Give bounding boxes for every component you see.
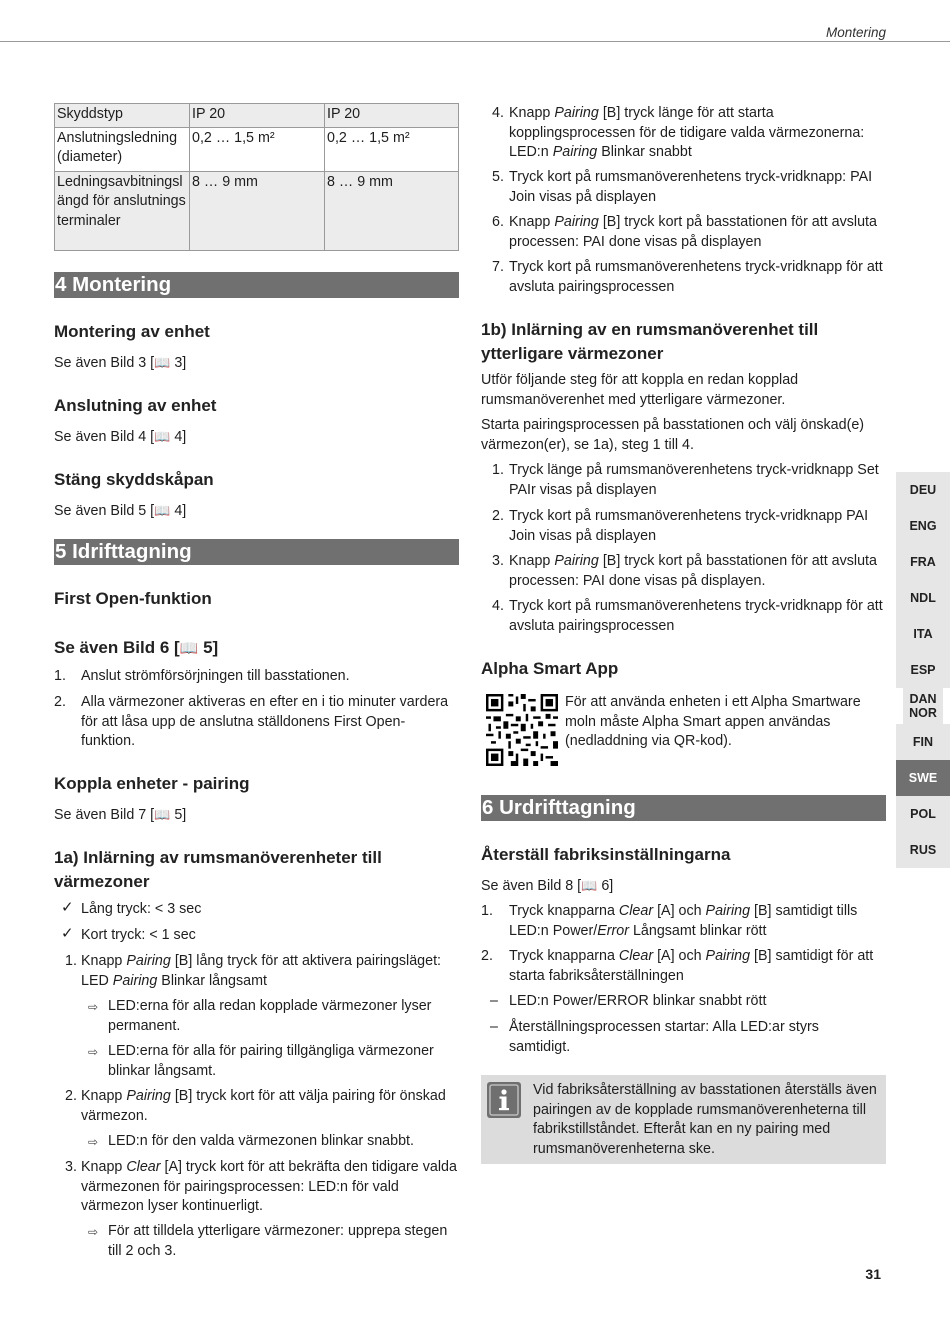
list-item: Tryck knapparna Clear [A] och Pairing [B] samtidigt tills LED:n Power/Error Långsamt blinkar rött bbox=[509, 903, 858, 939]
book-icon: 📖 bbox=[154, 807, 171, 822]
table-row: Skyddstyp IP 20 IP 20 bbox=[55, 104, 459, 128]
list-item: Återställningsprocessen startar: Alla LED:ar styrs samtidigt. bbox=[509, 1019, 819, 1055]
info-text: Vid fabriksåterställning av basstationen återställs även pairingen av de kopplade rumsmanöverenheterna till fabrikstillståndet. Efteråt kan en ny pairing med rumsmanöverenheterna ske. bbox=[533, 1082, 877, 1157]
tab-pol[interactable]: POL bbox=[896, 796, 950, 832]
list-item: LED:n Power/ERROR blinkar snabbt rött bbox=[509, 993, 767, 1009]
heading-alpha-smart-app: Alpha Smart App bbox=[481, 659, 619, 678]
list-item: Knapp Clear [A] tryck kort för att bekräfta den tidigare valda värmezonen för pairingsprocessen: LED:n för vald värmezon lyser kontinuerligt. bbox=[81, 1159, 457, 1214]
ref-bild-7: Se även Bild 7 [📖 5] bbox=[54, 807, 187, 823]
list-item: Lång tryck: < 3 sec bbox=[81, 901, 202, 917]
tab-fin[interactable]: FIN bbox=[896, 724, 950, 760]
header-rule bbox=[0, 41, 950, 42]
result-arrow-icon: ⇨ bbox=[88, 1000, 99, 1014]
checkmark-icon: ✓ bbox=[61, 925, 74, 942]
table-row: Ledningsavbitningslängd för anslutningsterminaler 8 … 9 mm 8 … 9 mm bbox=[55, 171, 459, 250]
list-item: Tryck kort på rumsmanöverenhetens tryck-vridknapp för att avsluta pairingsprocessen bbox=[509, 598, 883, 634]
info-icon bbox=[487, 1082, 521, 1118]
list-item: För att tilldela ytterligare värmezoner: upprepa stegen till 2 och 3. bbox=[108, 1223, 448, 1259]
paragraph: För att använda enheten i ett Alpha Smartware moln måste Alpha Smart appen användas (nedladdning via QR-kod). bbox=[565, 694, 861, 749]
heading-montering-av-enhet: Montering av enhet bbox=[54, 322, 210, 341]
ref-bild-8: Se även Bild 8 [📖 6] bbox=[481, 878, 614, 894]
page-number: 31 bbox=[865, 1266, 881, 1282]
list-item: Knapp Pairing [B] tryck kort på basstationen för att avsluta processen: PAI done visas på displayen bbox=[509, 214, 877, 250]
list-item: Tryck länge på rumsmanöverenhetens tryck-vridknapp Set PAIr visas på displayen bbox=[509, 462, 879, 498]
book-icon: 📖 bbox=[154, 503, 171, 518]
list-item: Tryck knapparna Clear [A] och Pairing [B] samtidigt för att starta fabriksåterställningen bbox=[509, 948, 874, 984]
heading-1b: 1b) Inlärning av en rumsmanöverenhet till ytterligare värmezoner bbox=[481, 320, 819, 363]
list-item: Kort tryck: < 1 sec bbox=[81, 927, 196, 943]
tab-rus[interactable]: RUS bbox=[896, 832, 950, 868]
table-row: Anslutningsledning (diameter) 0,2 … 1,5 m² 0,2 … 1,5 m² bbox=[55, 127, 459, 171]
heading-first-open: First Open-funktion bbox=[54, 589, 212, 608]
tab-dan-nor[interactable]: DAN NOR bbox=[903, 688, 943, 724]
tab-deu[interactable]: DEU bbox=[896, 472, 950, 508]
spec-table bbox=[54, 103, 459, 251]
book-icon: 📖 bbox=[154, 429, 171, 444]
book-icon: 📖 bbox=[179, 640, 199, 657]
tab-fra[interactable]: FRA bbox=[896, 544, 950, 580]
heading-koppla-enheter: Koppla enheter - pairing bbox=[54, 774, 250, 793]
heading-1a: 1a) Inlärning av rumsmanöverenheter till värmezoner bbox=[54, 848, 382, 891]
list-item: Tryck kort på rumsmanöverenhetens tryck-vridknapp PAI Join visas på displayen bbox=[509, 508, 869, 544]
list-item: LED:erna för alla för pairing tillgängliga värmezoner blinkar långsamt. bbox=[108, 1043, 434, 1079]
tab-eng[interactable]: ENG bbox=[896, 508, 950, 544]
book-icon: 📖 bbox=[581, 878, 598, 893]
ref-bild-5: Se även Bild 5 [📖 4] bbox=[54, 503, 187, 519]
qr-code[interactable] bbox=[486, 694, 558, 766]
result-arrow-icon: ⇨ bbox=[88, 1135, 99, 1149]
heading-stang-skyddskapan: Stäng skyddskåpan bbox=[54, 470, 214, 489]
list-item: Anslut strömförsörjningen till basstationen. bbox=[81, 668, 350, 684]
list-item: Alla värmezoner aktiveras en efter en i tio minuter vardera för att låsa upp de anslutna ställdonens First Open-funktion. bbox=[81, 694, 449, 749]
section-heading-5: 5 Idrifttagning bbox=[54, 539, 459, 565]
tab-ndl[interactable]: NDL bbox=[896, 580, 950, 616]
tab-swe[interactable]: SWE bbox=[896, 760, 950, 796]
list-item: LED:n för den valda värmezonen blinkar snabbt. bbox=[108, 1133, 414, 1149]
ref-bild-4: Se även Bild 4 [📖 4] bbox=[54, 429, 187, 445]
result-arrow-icon: ⇨ bbox=[88, 1045, 99, 1059]
book-icon: 📖 bbox=[154, 355, 171, 370]
list-item: Tryck kort på rumsmanöverenhetens tryck-vridknapp: PAI Join visas på displayen bbox=[509, 169, 873, 205]
section-heading-4: 4 Montering bbox=[54, 272, 459, 298]
heading-anslutning: Anslutning av enhet bbox=[54, 396, 217, 415]
paragraph: Utför följande steg för att koppla en redan kopplad rumsmanöverenhet med ytterligare värmezoner. bbox=[481, 372, 799, 408]
list-item: Tryck kort på rumsmanöverenhetens tryck-vridknapp för att avsluta pairingsprocessen bbox=[509, 259, 883, 295]
heading-aterstall: Återställ fabriksinställningarna bbox=[481, 845, 731, 864]
result-arrow-icon: ⇨ bbox=[88, 1225, 99, 1239]
section-heading-6: 6 Urdrifttagning bbox=[481, 795, 886, 821]
list-item: LED:erna för alla redan kopplade värmezoner lyser permanent. bbox=[108, 998, 432, 1034]
list-item: Knapp Pairing [B] tryck kort för att välja pairing för önskad värmezon. bbox=[81, 1088, 446, 1124]
ref-bild-3: Se även Bild 3 [📖 3] bbox=[54, 355, 187, 371]
list-item: Knapp Pairing [B] tryck kort på basstationen för att avsluta processen: PAI done visas på displayen. bbox=[509, 553, 877, 589]
running-header: Montering bbox=[825, 25, 886, 40]
language-tabs bbox=[896, 472, 950, 868]
list-item: Knapp Pairing [B] tryck länge för att starta kopplingsprocessen för de tidigare valda värmezonerna: LED:n Pairing Blinkar snabbt bbox=[509, 105, 865, 160]
checkmark-icon: ✓ bbox=[61, 899, 74, 916]
list-item: Knapp Pairing [B] lång tryck för att aktivera pairingsläget: LED Pairing Blinkar långsamt bbox=[81, 953, 442, 989]
paragraph: Starta pairingsprocessen på basstationen och välj önskad(e) värmezon(er), se 1a), steg 1 till 4. bbox=[481, 417, 865, 453]
tab-ita[interactable]: ITA bbox=[896, 616, 950, 652]
tab-esp[interactable]: ESP bbox=[896, 652, 950, 688]
heading-se-aven-bild-6: Se även Bild 6 [📖 5] bbox=[54, 636, 218, 661]
